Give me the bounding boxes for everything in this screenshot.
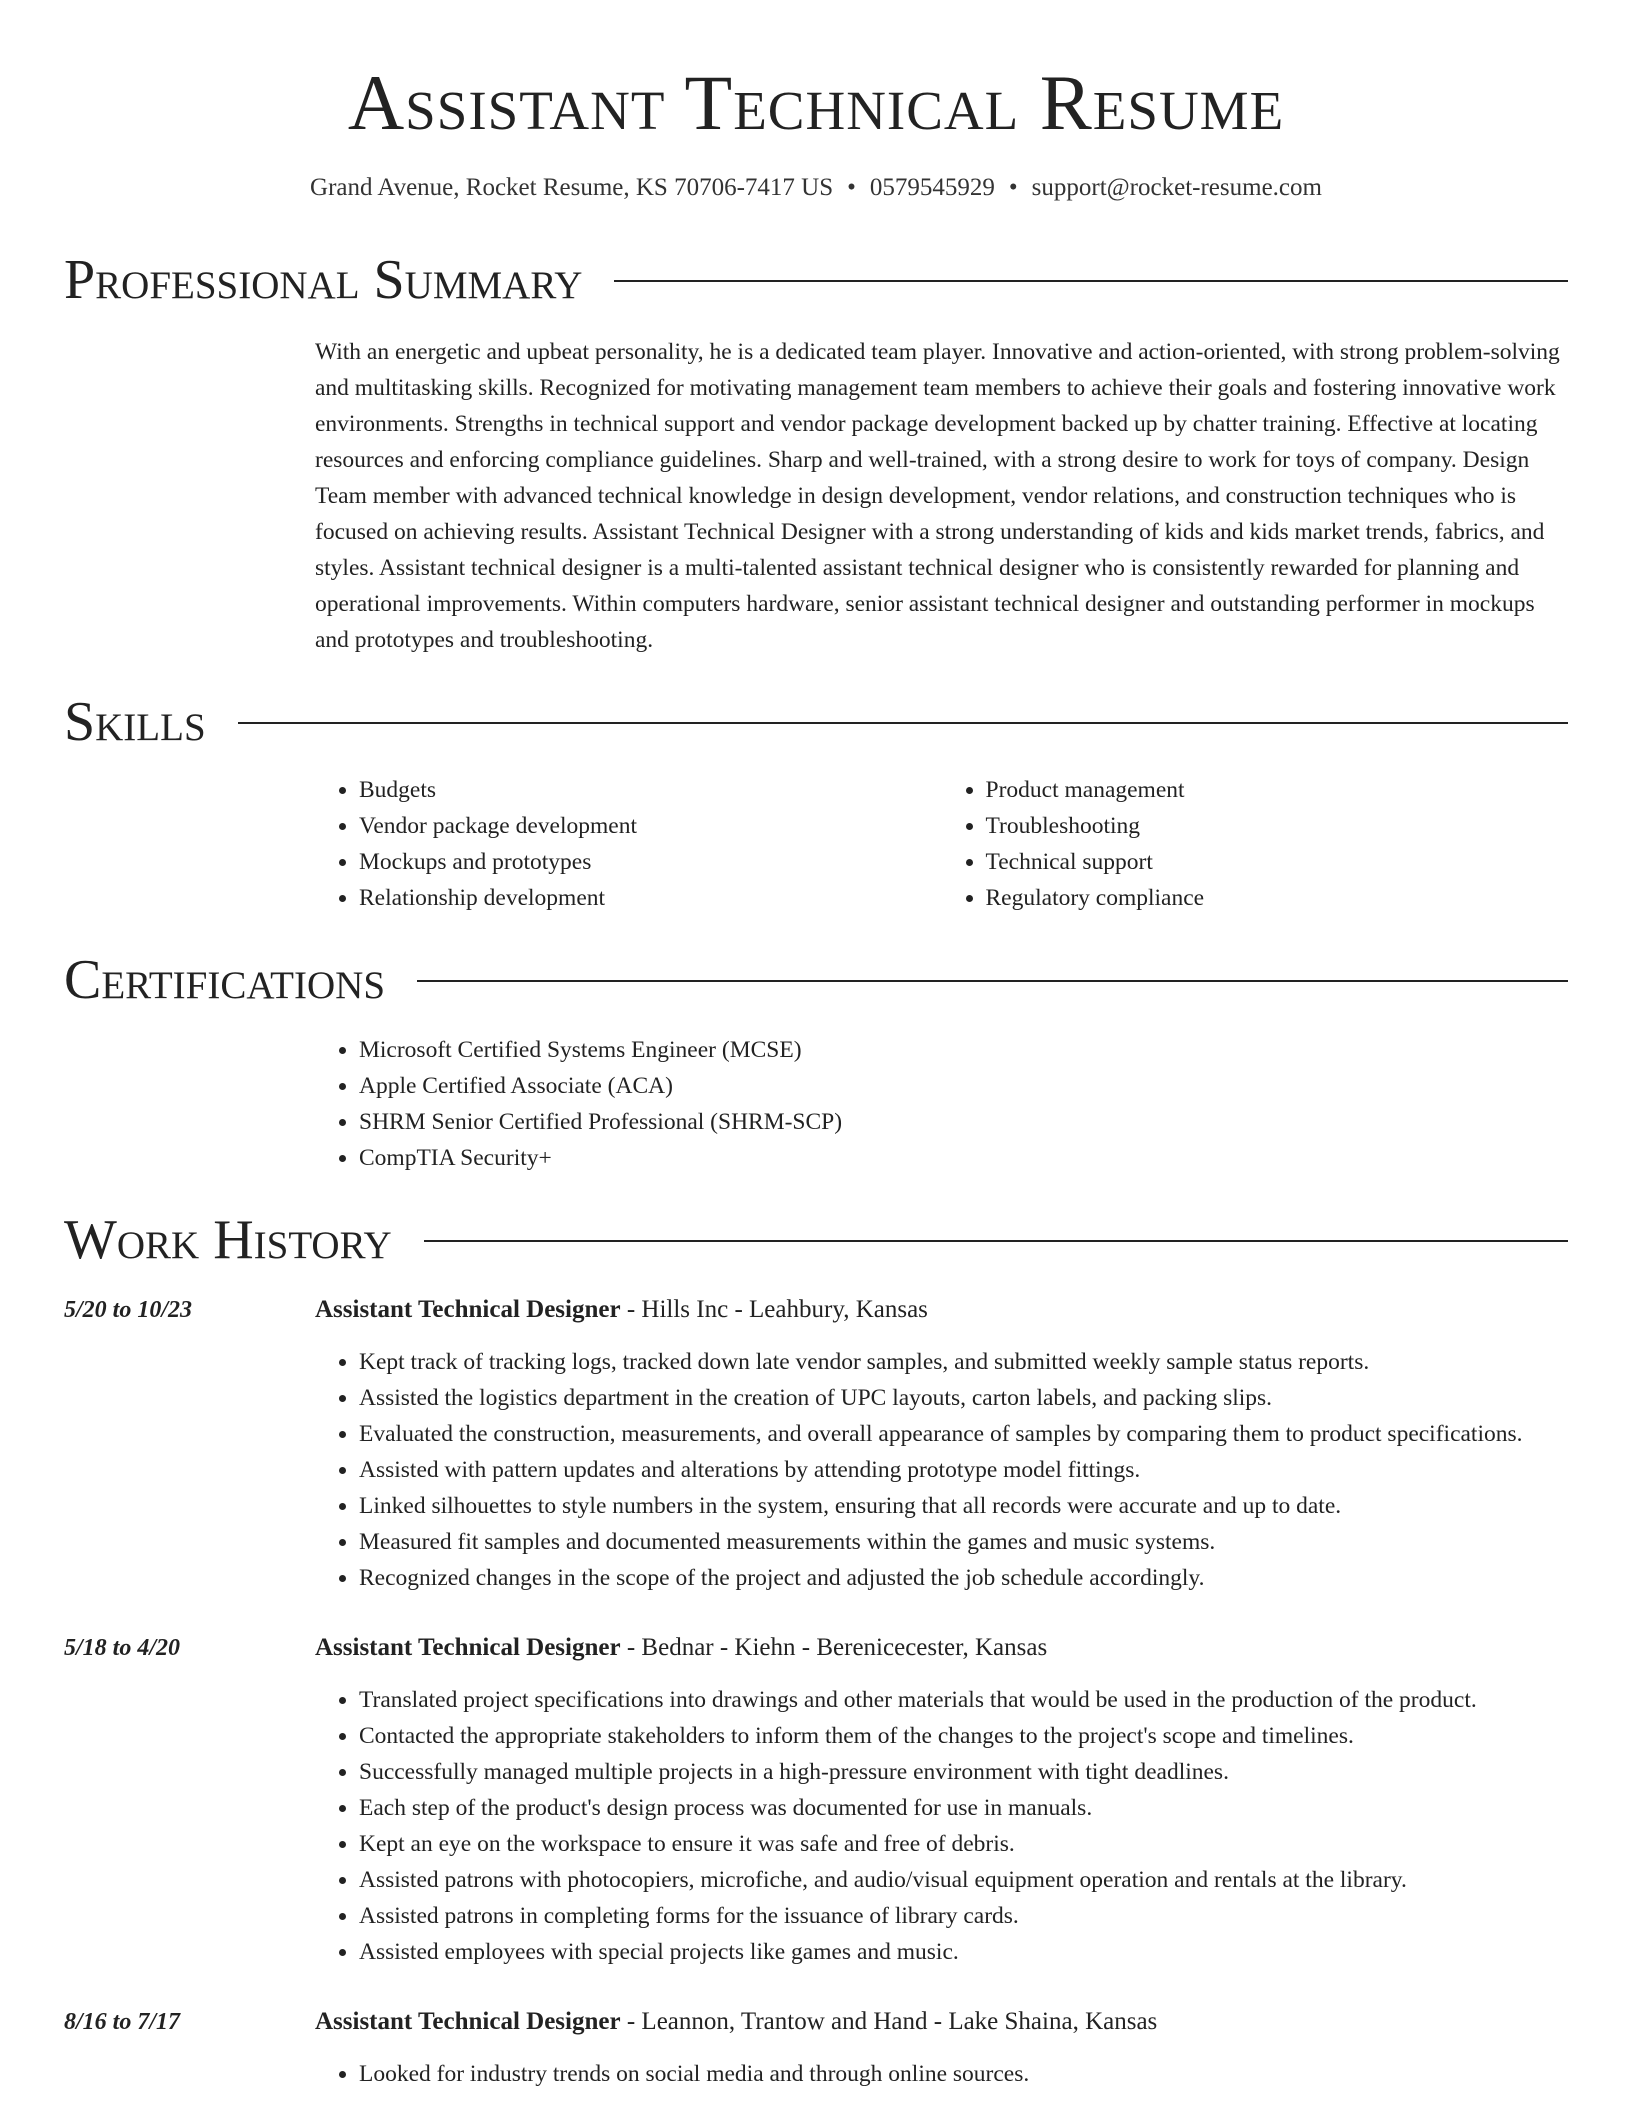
summary-text: With an energetic and upbeat personality, he is a dedicated team player. Innovative and action-oriented, with strong problem-solving and multitasking skills. Recognized for motivating management team members to achieve their goals and fostering innovative work environments. Strengths in technical support and vendor package development backed up by chatter training. Effective at locating resources and enforcing compliance guidelines. Sharp and well-trained, with a strong desire to work for toys of company. Design Team member with advanced technical knowledge in design development, vendor relations, and construction techniques who is focused on achieving results. Assistant Technical Designer with a strong understanding of kids and kids market trends, fabrics, and styles. Assistant technical designer is a multi-talented assistant technical designer who is consistently rewarded for planning and operational improvements. Within computers hardware, senior assistant technical designer and outstanding performer in mockups and prototypes and troubleshooting. bbox=[315, 339, 1560, 653]
skills-section-title: Skills bbox=[64, 691, 206, 753]
job-entry bbox=[64, 1292, 1568, 1596]
contact-phone: 0579545929 bbox=[869, 174, 995, 201]
job-employer: - Bednar - Kiehn - Berenicecester, Kansas bbox=[620, 1634, 1048, 1661]
skill-item: • Vendor package development bbox=[359, 808, 942, 844]
job-bullets bbox=[315, 2056, 1568, 2092]
job-bullet: • Linked silhouettes to style numbers in the system, ensuring that all records were accurate and up to date. bbox=[359, 1488, 1568, 1524]
resume-title: Assistant Technical Resume bbox=[347, 59, 1285, 146]
contact-address: Grand Avenue, Rocket Resume, KS 70706-7417 US bbox=[310, 174, 834, 201]
job-bullet: • Kept track of tracking logs, tracked down late vendor samples, and submitted weekly sample status reports. bbox=[359, 1344, 1568, 1380]
job-dates: 5/20 to 10/23 bbox=[64, 1297, 193, 1323]
job-bullet: • Assisted patrons with photocopiers, microfiche, and audio/visual equipment operation and rentals at the library. bbox=[359, 1862, 1568, 1898]
contact-line bbox=[64, 174, 1568, 202]
work-history-section-header bbox=[64, 1209, 1568, 1271]
job-bullet: • Assisted patrons in completing forms for the issuance of library cards. bbox=[359, 1898, 1568, 1934]
skills-section-header bbox=[64, 691, 1568, 753]
skills-list bbox=[315, 772, 1568, 916]
section-divider bbox=[238, 722, 1568, 724]
skills-column-left bbox=[315, 772, 942, 916]
certification-item: • SHRM Senior Certified Professional (SHRM-SCP) bbox=[359, 1104, 1568, 1140]
job-bullet: • Successfully managed multiple projects in a high-pressure environment with tight deadlines. bbox=[359, 1754, 1568, 1790]
contact-email[interactable]: support@rocket-resume.com bbox=[1031, 174, 1322, 201]
certification-item: • CompTIA Security+ bbox=[359, 1140, 1568, 1176]
skill-item: • Budgets bbox=[359, 772, 942, 808]
job-bullet: • Recognized changes in the scope of the project and adjusted the job schedule accordingly. bbox=[359, 1560, 1568, 1596]
skill-item: • Technical support bbox=[986, 844, 1569, 880]
section-divider bbox=[424, 1240, 1568, 1242]
job-employer: - Hills Inc - Leahbury, Kansas bbox=[620, 1296, 928, 1323]
job-heading bbox=[315, 1292, 1568, 1328]
job-bullet: • Contacted the appropriate stakeholders to inform them of the changes to the project's scope and timelines. bbox=[359, 1718, 1568, 1754]
job-bullet: • Translated project specifications into drawings and other materials that would be used in the production of the product. bbox=[359, 1682, 1568, 1718]
job-bullet: • Assisted employees with special projects like games and music. bbox=[359, 1934, 1568, 1970]
skill-item: • Mockups and prototypes bbox=[359, 844, 942, 880]
job-role: Assistant Technical Designer bbox=[315, 1634, 621, 1661]
job-entry bbox=[64, 1630, 1568, 1970]
job-bullet: • Kept an eye on the workspace to ensure it was safe and free of debris. bbox=[359, 1826, 1568, 1862]
job-role: Assistant Technical Designer bbox=[315, 1296, 621, 1323]
section-divider bbox=[417, 980, 1568, 982]
skill-item: • Troubleshooting bbox=[986, 808, 1569, 844]
certifications-list bbox=[315, 1032, 1568, 1176]
certifications-section-header bbox=[64, 949, 1568, 1011]
job-bullet: • Assisted with pattern updates and alterations by attending prototype model fittings. bbox=[359, 1452, 1568, 1488]
work-history-section-title: Work History bbox=[64, 1209, 392, 1271]
skill-item: • Relationship development bbox=[359, 880, 942, 916]
certification-item: • Apple Certified Associate (ACA) bbox=[359, 1068, 1568, 1104]
contact-separator: • bbox=[1008, 174, 1018, 201]
skill-item: • Regulatory compliance bbox=[986, 880, 1569, 916]
contact-separator: • bbox=[847, 174, 856, 201]
job-heading bbox=[315, 1630, 1568, 1666]
resume-page bbox=[64, 0, 1568, 2092]
job-employer: - Leannon, Trantow and Hand - Lake Shaina, Kansas bbox=[620, 2008, 1158, 2035]
job-bullet: • Looked for industry trends on social media and through online sources. bbox=[359, 2056, 1568, 2092]
skill-item: • Product management bbox=[986, 772, 1569, 808]
job-bullets bbox=[315, 1682, 1568, 1970]
summary-section-title: Professional Summary bbox=[64, 249, 583, 311]
job-bullet: • Each step of the product's design process was documented for use in manuals. bbox=[359, 1790, 1568, 1826]
job-bullet: • Assisted the logistics department in the creation of UPC layouts, carton labels, and packing slips. bbox=[359, 1380, 1568, 1416]
skills-column-right bbox=[942, 772, 1569, 916]
certification-item: • Microsoft Certified Systems Engineer (MCSE) bbox=[359, 1032, 1568, 1068]
certifications-section-title: Certifications bbox=[64, 949, 386, 1011]
job-dates: 8/16 to 7/17 bbox=[64, 2009, 181, 2035]
job-bullet: • Measured fit samples and documented measurements within the games and music systems. bbox=[359, 1524, 1568, 1560]
job-dates: 5/18 to 4/20 bbox=[64, 1635, 181, 1661]
section-divider bbox=[614, 280, 1568, 282]
job-bullets bbox=[315, 1344, 1568, 1596]
job-heading bbox=[315, 2004, 1568, 2040]
job-entry bbox=[64, 2004, 1568, 2092]
job-role: Assistant Technical Designer bbox=[315, 2008, 621, 2035]
job-bullet: • Evaluated the construction, measurements, and overall appearance of samples by comparing them to product specifications. bbox=[359, 1416, 1568, 1452]
summary-section-header bbox=[64, 249, 1568, 311]
